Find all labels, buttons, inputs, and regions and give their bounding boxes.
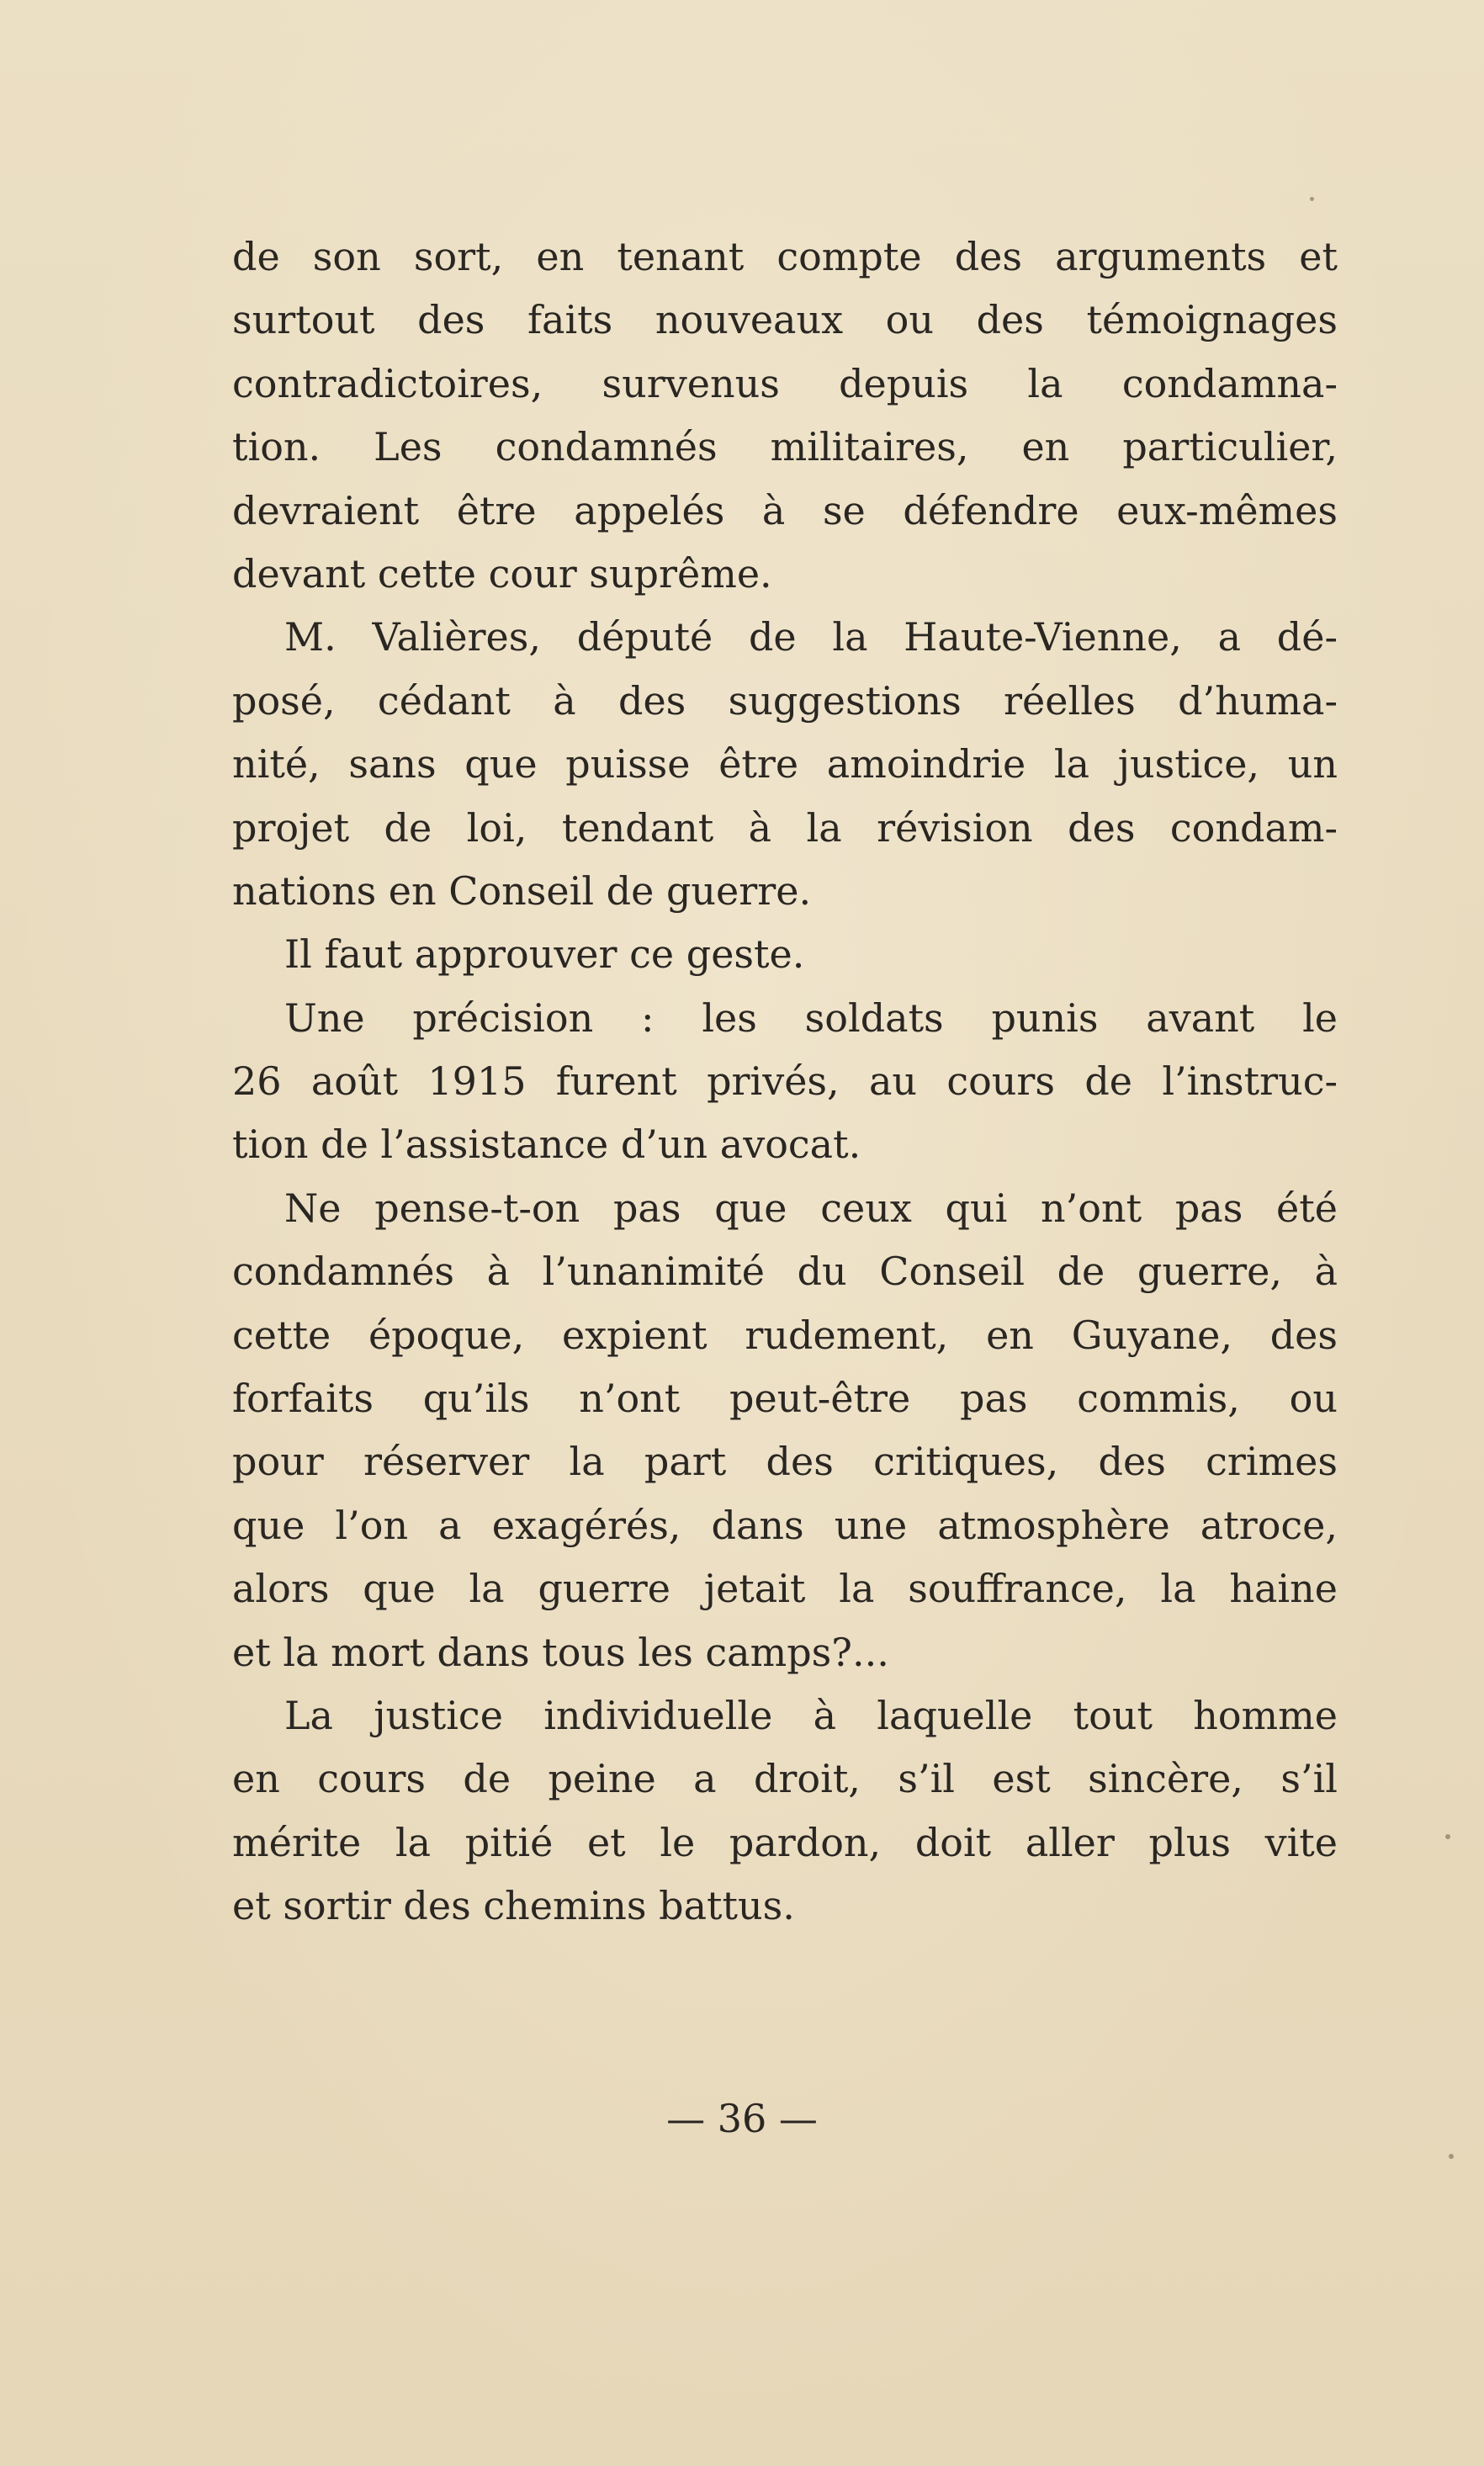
text-line: contradictoires, survenus depuis la condamna- bbox=[232, 360, 1338, 406]
text-line: surtout des faits nouveaux ou des témoignages bbox=[232, 297, 1338, 343]
text-line: et sortir des chemins battus. bbox=[232, 1883, 795, 1929]
text-line: Ne pense-t-on pas que ceux qui n’ont pas été bbox=[284, 1185, 1338, 1231]
text-line: et la mort dans tous les camps?... bbox=[232, 1629, 889, 1675]
text-line: alors que la guerre jetait la souffrance, la haine bbox=[232, 1566, 1338, 1612]
text-line: projet de loi, tendant à la révision des condam- bbox=[232, 804, 1338, 851]
paper-speck bbox=[1445, 1834, 1450, 1839]
text-line: forfaits qu’ils n’ont peut-être pas commis, ou bbox=[232, 1376, 1338, 1422]
text-line: condamnés à l’unanimité du Conseil de guerre, à bbox=[232, 1249, 1338, 1295]
page-number: — 36 — bbox=[666, 2096, 818, 2141]
body-text bbox=[232, 225, 1338, 1938]
text-line: Il faut approuver ce geste. bbox=[284, 931, 805, 978]
paper-speck bbox=[1310, 197, 1314, 201]
text-line: devraient être appelés à se défendre eux-mêmes bbox=[232, 487, 1338, 533]
text-line: tion de l’assistance d’un avocat. bbox=[232, 1122, 861, 1168]
text-line: mérite la pitié et le pardon, doit aller plus vite bbox=[232, 1819, 1338, 1865]
text-line: Une précision : les soldats punis avant le bbox=[284, 994, 1338, 1041]
text-line: La justice individuelle à laquelle tout homme bbox=[284, 1692, 1338, 1738]
text-line: pour réserver la part des critiques, des crimes bbox=[232, 1439, 1338, 1485]
text-line: que l’on a exagérés, dans une atmosphère atroce, bbox=[232, 1502, 1338, 1548]
text-line: tion. Les condamnés militaires, en particulier, bbox=[232, 424, 1338, 470]
text-line: posé, cédant à des suggestions réelles d’huma- bbox=[232, 677, 1338, 724]
text-line: devant cette cour suprême. bbox=[232, 550, 772, 597]
paper-speck bbox=[1449, 2154, 1454, 2159]
text-line: en cours de peine a droit, s’il est sincère, s’il bbox=[232, 1756, 1338, 1802]
text-line: M. Valières, député de la Haute-Vienne, a dé- bbox=[284, 614, 1338, 660]
text-line: nations en Conseil de guerre. bbox=[232, 867, 812, 914]
text-line: de son sort, en tenant compte des arguments et bbox=[232, 234, 1338, 279]
text-line: 26 août 1915 furent privés, au cours de l’instruc- bbox=[232, 1058, 1338, 1105]
text-line: nité, sans que puisse être amoindrie la justice, un bbox=[232, 741, 1338, 788]
text-line: cette époque, expient rudement, en Guyane, des bbox=[232, 1312, 1338, 1358]
